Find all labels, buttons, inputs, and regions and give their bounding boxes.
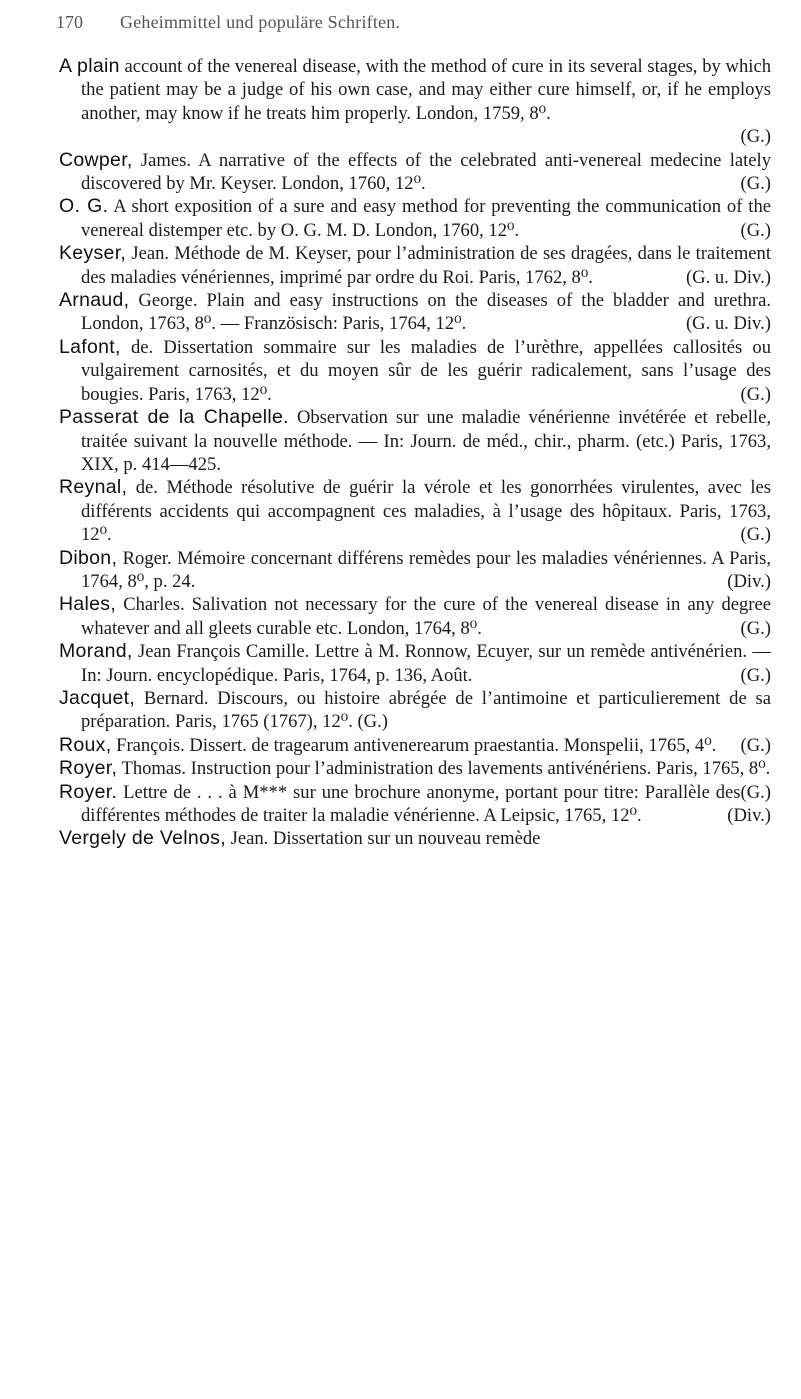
- entry-text: George. Plain and easy instructions on the diseases of the bladder and urethra. London, 1763, 8⁰. — Französisch: Paris, 1764, 12⁰.: [81, 290, 771, 335]
- bibliography-list: [59, 55, 771, 851]
- entry-text: Observation sur une maladie vénérienne invétérée et rebelle, traitée suivant la nouvelle méthode. — In: Journ. de méd., chir., pharm. (etc.) Paris, 1763, XIX, p. 414—425.: [81, 407, 771, 475]
- running-head: Geheimmittel und populäre Schriften.: [120, 12, 401, 32]
- entry-text: François. Dissert. de tragearum antivenerearum praestantia. Monspelii, 1765, 4⁰.: [111, 734, 717, 756]
- entry-author: Passerat de la Chapelle.: [59, 406, 289, 429]
- entry-location: (G.): [740, 126, 771, 148]
- entry-author: Keyser,: [59, 242, 127, 265]
- entry-author: Lafont,: [59, 335, 121, 358]
- entry-text: James. A narrative of the effects of the celebrated anti-venereal medecine lately discovered by Mr. Keyser. London, 1760, 12⁰.: [81, 149, 771, 195]
- entry-text: A short exposition of a sure and easy method for preventing the communication of the venereal distemper etc. by O. G. M. D. London, 1760, 12⁰.: [81, 196, 771, 241]
- entry-text: Thomas. Instruction pour l’administration des lavements antivénériens. Paris, 1765, 8⁰.: [117, 758, 771, 780]
- bibliography-entry: [59, 640, 771, 687]
- bibliography-entry: [59, 687, 771, 734]
- entry-location: (G.): [740, 219, 771, 241]
- entry-author: Hales,: [59, 593, 117, 616]
- entry-author: A plain: [59, 55, 120, 77]
- bibliography-entry: [59, 336, 771, 406]
- entry-text: Charles. Salivation not necessary for the cure of the venereal disease in any degree whatever and all gleets curable etc. London, 1764, 8⁰.: [81, 594, 771, 639]
- bibliography-entry: [59, 827, 771, 850]
- entry-location: (G.): [740, 524, 771, 546]
- entry-location: (G.): [740, 781, 771, 803]
- entry-location: (G.): [740, 617, 771, 639]
- entry-author: Royer.: [59, 780, 118, 803]
- entry-location: (G.): [740, 173, 771, 195]
- bibliography-entry: [59, 734, 771, 757]
- bibliography-entry: [59, 593, 771, 640]
- page-header: [56, 12, 776, 52]
- entry-text: Lettre de . . . à M*** sur une brochure anonyme, portant pour titre: Parallèle des différentes méthodes de traiter la maladie vénérienne. A Leipsic, 1765, 12⁰.: [81, 781, 741, 826]
- bibliography-entry: [59, 757, 771, 803]
- entry-text: account of the venereal disease, with the method of cure in its several stages, by which the patient may be a judge of his own case, and may either cure himself, or, if he employs another, may know if he treats him properly. London, 1759, 8⁰.: [81, 56, 771, 124]
- entry-location: (Div.): [727, 570, 771, 592]
- page-number: 170: [56, 12, 83, 32]
- entry-author: Vergely de Velnos,: [59, 827, 226, 850]
- entry-location: (G.): [740, 734, 771, 756]
- entry-location: (G. u. Div.): [685, 266, 771, 288]
- bibliography-entry: [59, 55, 771, 149]
- bibliography-entry: [59, 781, 771, 828]
- bibliography-entry: [59, 195, 771, 242]
- entry-author: Jacquet,: [59, 686, 136, 709]
- entry-author: Roux,: [59, 733, 112, 756]
- entry-text: Roger. Mémoire concernant différens remèdes pour les maladies vénériennes. A Paris, 1764, 8⁰, p. 24.: [81, 547, 771, 592]
- bibliography-entry: [59, 289, 771, 336]
- entry-text: de. Dissertation sommaire sur les maladies de l’urèthre, appellées callosités ou vulgairement carnosités, et du moyen sûr de les guérir radicalement, sans l’usage des bougies. Paris, 1763, 12⁰.: [81, 336, 771, 405]
- bibliography-entry: [59, 476, 771, 546]
- entry-text: de. Méthode résolutive de guérir la vérole et les gonorrhées virulentes, avec les différents accidents qui accompagnent ces maladies, à l’usage des hôpitaux. Paris, 1763, 12⁰.: [81, 477, 771, 546]
- entry-author: O. G.: [59, 195, 109, 218]
- entry-text: Jean. Dissertation sur un nouveau remède: [225, 828, 541, 850]
- bibliography-entry: [59, 149, 771, 196]
- entry-author: Dibon,: [59, 546, 118, 569]
- entry-location: (G.): [740, 664, 771, 686]
- entry-location: (Div.): [727, 805, 771, 826]
- entry-location: (G.): [740, 383, 771, 405]
- entry-author: Reynal,: [59, 476, 128, 499]
- entry-text: Jean François Camille. Lettre à M. Ronnow, Ecuyer, sur un remède antivénérien. — In: Journ. encyclopédique. Paris, 1764, p. 136, Août.: [81, 641, 771, 686]
- entry-author: Morand,: [59, 640, 133, 663]
- entry-author: Arnaud,: [59, 289, 130, 312]
- bibliography-entry: [59, 547, 771, 594]
- bibliography-entry: [59, 242, 771, 289]
- entry-author: Cowper,: [59, 148, 133, 171]
- entry-author: Royer,: [59, 757, 118, 780]
- entry-text: Jean. Méthode de M. Keyser, pour l’administration de ses dragées, dans le traitement des maladies vénériennes, imprimé par ordre du Roi. Paris, 1762, 8⁰.: [81, 243, 771, 288]
- bibliography-entry: [59, 406, 771, 476]
- entry-text: Bernard. Discours, ou histoire abrégée de l’antimoine et particulierement de sa préparation. Paris, 1765 (1767), 12⁰. (G.): [81, 687, 771, 733]
- entry-location: (G. u. Div.): [685, 313, 771, 335]
